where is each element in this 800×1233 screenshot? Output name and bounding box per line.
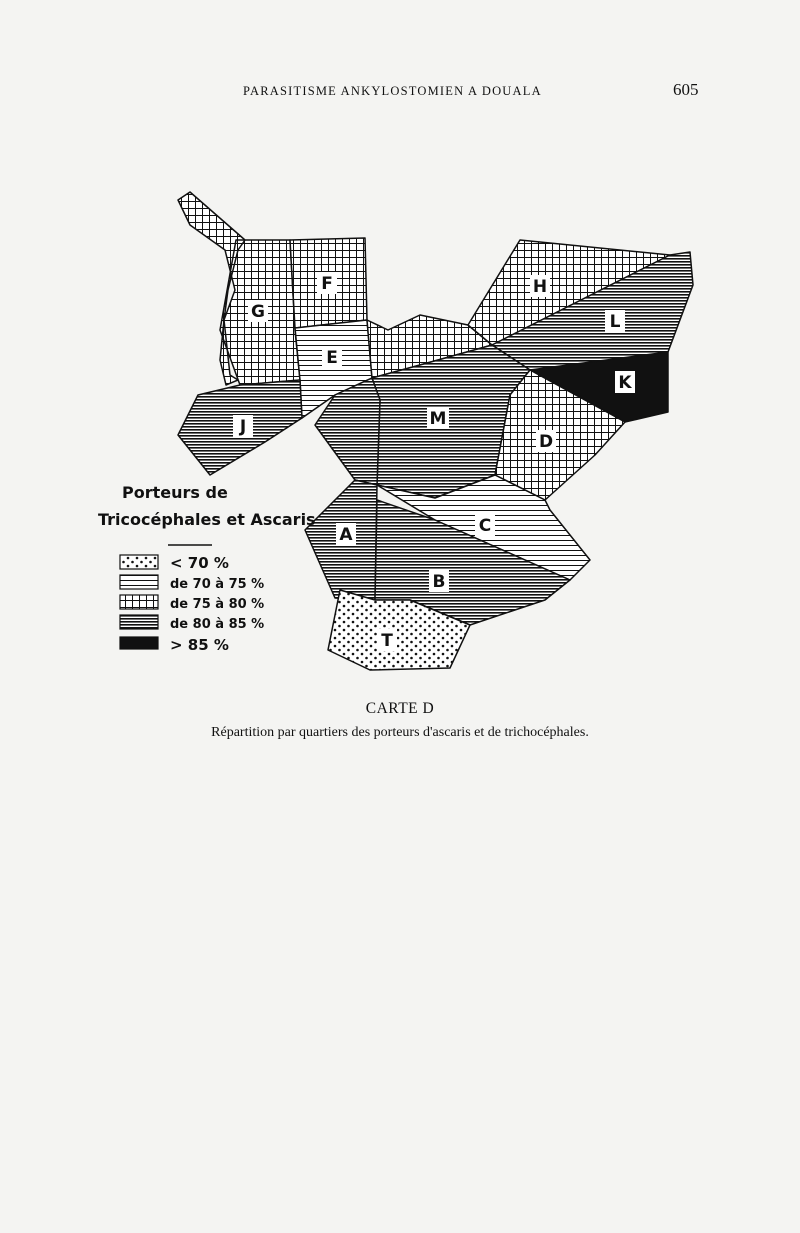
district-label-m: M (429, 409, 447, 429)
district-label-j: J (239, 417, 247, 437)
caption-text: Répartition par quartiers des porteurs d'ascaris et de trichocéphales. (211, 725, 589, 740)
district-label-d: D (538, 432, 554, 452)
legend-swatch-lines (120, 575, 158, 589)
running-head (0, 80, 800, 104)
district-label-k: K (618, 373, 632, 393)
legend-title-line2: Tricocéphales et Ascaris (98, 510, 316, 529)
caption-title: CARTE D (365, 700, 435, 717)
legend-label-2: de 70 à 75 % (170, 577, 265, 592)
district-label-f: F (321, 274, 333, 294)
legend-label-1: < 70 % (170, 554, 229, 572)
legend-swatch-black (120, 637, 158, 649)
district-map (90, 180, 710, 680)
district-label-c: C (478, 516, 492, 536)
district-label-a: A (339, 525, 353, 545)
legend-label-4: de 80 à 85 % (170, 617, 265, 632)
legend-label-5: > 85 % (170, 636, 229, 654)
district-label-e: E (326, 348, 338, 368)
district-label-t: T (381, 631, 393, 651)
legend-swatch-grid (120, 595, 158, 609)
legend-title-line1: Porteurs de (122, 483, 228, 502)
legend-label-3: de 75 à 80 % (170, 597, 265, 612)
page-number: 605 (673, 80, 699, 99)
legend-swatch-dots (120, 555, 158, 569)
district-label-l: L (609, 312, 621, 332)
district-label-b: B (432, 572, 446, 592)
district-label-h: H (532, 277, 548, 297)
district-label-g: G (251, 302, 265, 322)
district-g (178, 192, 300, 385)
legend-swatch-dense (120, 615, 158, 629)
running-title: PARASITISME ANKYLOSTOMIEN A DOUALA (243, 84, 542, 98)
map-legend (98, 483, 316, 654)
